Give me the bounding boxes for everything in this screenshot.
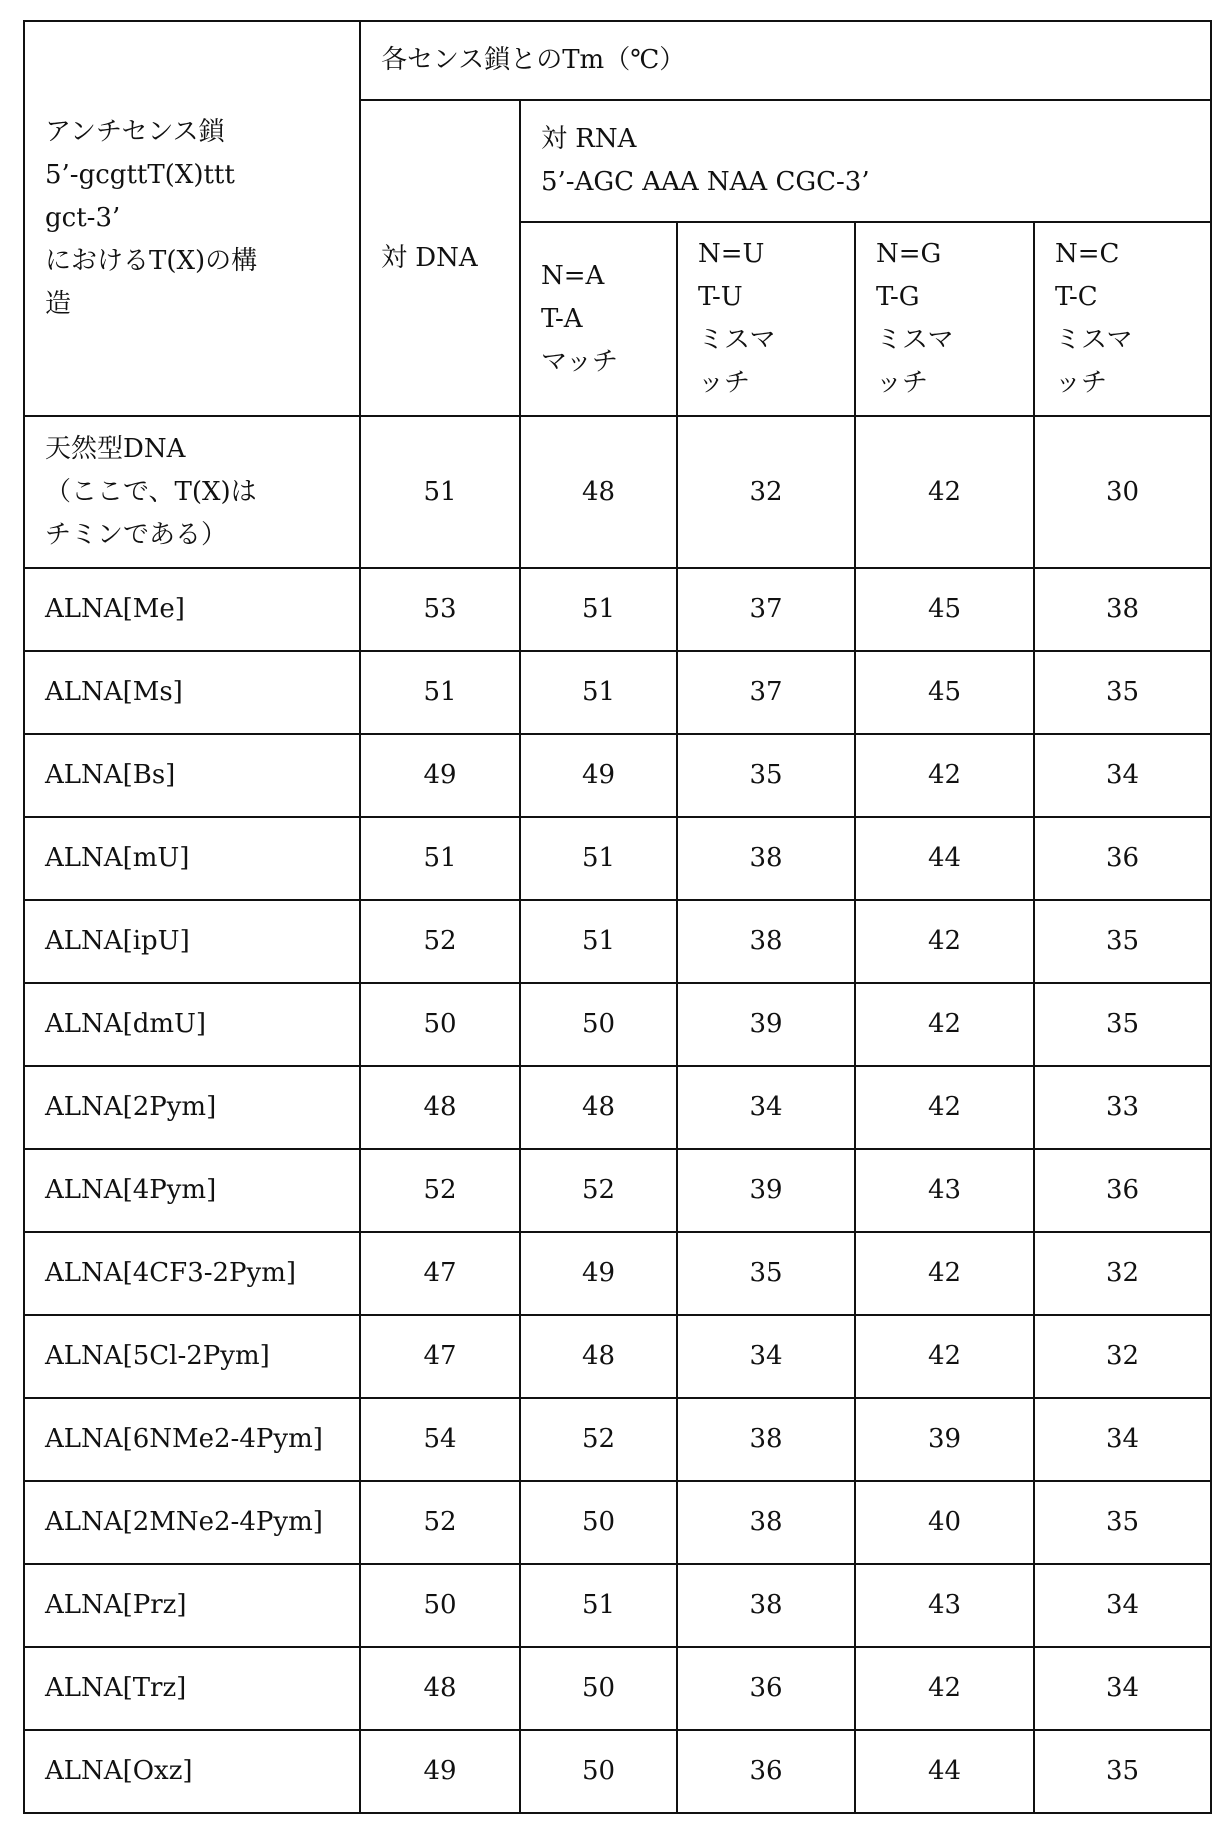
tm-value: 36	[677, 1730, 855, 1813]
row-label: ALNA[Ms]	[24, 651, 360, 734]
tm-value: 48	[360, 1066, 520, 1149]
tm-value: 39	[677, 1149, 855, 1232]
tm-value: 39	[677, 983, 855, 1066]
tm-value: 51	[360, 817, 520, 900]
table-row	[24, 651, 1211, 734]
row-label: ALNA[mU]	[24, 817, 360, 900]
tm-value: 42	[855, 416, 1034, 568]
row-label: ALNA[Oxz]	[24, 1730, 360, 1813]
tm-value: 45	[855, 568, 1034, 651]
tm-value: 50	[360, 1564, 520, 1647]
tm-value: 52	[360, 900, 520, 983]
row-label: ALNA[Me]	[24, 568, 360, 651]
tm-value: 50	[520, 983, 677, 1066]
row-label: ALNA[2MNe2-4Pym]	[24, 1481, 360, 1564]
tm-value: 36	[677, 1647, 855, 1730]
row-label: ALNA[2Pym]	[24, 1066, 360, 1149]
tm-value: 47	[360, 1232, 520, 1315]
table-row	[24, 1066, 1211, 1149]
structure-header: アンチセンス鎖 5’-gcgttT(X)ttt gct-3’ におけるT(X)の構 造	[24, 21, 360, 416]
tm-value: 42	[855, 734, 1034, 817]
tm-value: 51	[520, 817, 677, 900]
rna-header: 対 RNA 5’-AGC AAA NAA CGC-3’	[520, 100, 1211, 222]
tm-value: 42	[855, 1315, 1034, 1398]
tm-value: 37	[677, 568, 855, 651]
tm-value: 33	[1034, 1066, 1211, 1149]
tm-value: 36	[1034, 817, 1211, 900]
tm-value: 34	[677, 1066, 855, 1149]
tm-value: 32	[1034, 1315, 1211, 1398]
table-row	[24, 416, 1211, 568]
tm-value: 42	[855, 900, 1034, 983]
row-label: ALNA[5Cl-2Pym]	[24, 1315, 360, 1398]
tm-value: 35	[1034, 1481, 1211, 1564]
table-row	[24, 900, 1211, 983]
tm-value: 42	[855, 1066, 1034, 1149]
table-row	[24, 1564, 1211, 1647]
tm-value: 50	[520, 1647, 677, 1730]
tm-value: 42	[855, 1232, 1034, 1315]
tm-value: 38	[677, 817, 855, 900]
subheader-n-u: N=U T-U ミスマ ッチ	[677, 222, 855, 416]
tm-value: 34	[1034, 734, 1211, 817]
tm-value: 38	[677, 1398, 855, 1481]
tm-value: 49	[360, 1730, 520, 1813]
tm-value: 34	[1034, 1564, 1211, 1647]
tm-value: 51	[520, 1564, 677, 1647]
subheader-n-c: N=C T-C ミスマ ッチ	[1034, 222, 1211, 416]
tm-value: 48	[360, 1647, 520, 1730]
table-row	[24, 1149, 1211, 1232]
tm-value: 51	[360, 651, 520, 734]
tm-value: 49	[520, 734, 677, 817]
row-label: ALNA[Trz]	[24, 1647, 360, 1730]
tm-value: 43	[855, 1149, 1034, 1232]
tm-value: 35	[677, 734, 855, 817]
table-row	[24, 1647, 1211, 1730]
tm-value: 37	[677, 651, 855, 734]
subheader-n-g: N=G T-G ミスマ ッチ	[855, 222, 1034, 416]
tm-value: 38	[1034, 568, 1211, 651]
row-label: ALNA[Bs]	[24, 734, 360, 817]
tm-value: 40	[855, 1481, 1034, 1564]
tm-value: 38	[677, 900, 855, 983]
tm-value: 51	[520, 651, 677, 734]
table-row	[24, 1730, 1211, 1813]
tm-value: 51	[520, 568, 677, 651]
tm-value: 52	[520, 1398, 677, 1481]
tm-value: 50	[360, 983, 520, 1066]
tm-value: 49	[360, 734, 520, 817]
table-row	[24, 1398, 1211, 1481]
tm-value: 32	[1034, 1232, 1211, 1315]
tm-value: 42	[855, 1647, 1034, 1730]
tm-value: 39	[855, 1398, 1034, 1481]
tm-value: 52	[360, 1481, 520, 1564]
row-label: ALNA[6NMe2-4Pym]	[24, 1398, 360, 1481]
tm-value: 35	[677, 1232, 855, 1315]
tm-value: 54	[360, 1398, 520, 1481]
table-row	[24, 817, 1211, 900]
tm-value: 51	[520, 900, 677, 983]
table-row	[24, 734, 1211, 817]
tm-value: 38	[677, 1564, 855, 1647]
tm-value: 47	[360, 1315, 520, 1398]
dna-header: 対 DNA	[360, 100, 520, 416]
tm-value: 50	[520, 1481, 677, 1564]
row-label: 天然型DNA （ここで、T(X)は チミンである）	[24, 416, 360, 568]
tm-value: 53	[360, 568, 520, 651]
table-row	[24, 983, 1211, 1066]
tm-header: 各センス鎖とのTm（℃）	[360, 21, 1211, 100]
tm-value: 34	[1034, 1398, 1211, 1481]
subheader-n-a: N=A T-A マッチ	[520, 222, 677, 416]
tm-table	[23, 20, 1212, 1814]
tm-value: 34	[1034, 1647, 1211, 1730]
tm-value: 44	[855, 817, 1034, 900]
tm-value: 52	[360, 1149, 520, 1232]
tm-value: 34	[677, 1315, 855, 1398]
table-row	[24, 1232, 1211, 1315]
row-label: ALNA[dmU]	[24, 983, 360, 1066]
tm-value: 49	[520, 1232, 677, 1315]
tm-value: 48	[520, 416, 677, 568]
table-row	[24, 1481, 1211, 1564]
tm-value: 32	[677, 416, 855, 568]
tm-value: 30	[1034, 416, 1211, 568]
tm-value: 45	[855, 651, 1034, 734]
row-label: ALNA[4Pym]	[24, 1149, 360, 1232]
table-row	[24, 1315, 1211, 1398]
tm-value: 35	[1034, 651, 1211, 734]
tm-value: 44	[855, 1730, 1034, 1813]
tm-value: 35	[1034, 983, 1211, 1066]
row-label: ALNA[Prz]	[24, 1564, 360, 1647]
tm-value: 35	[1034, 900, 1211, 983]
tm-value: 42	[855, 983, 1034, 1066]
tm-value: 50	[520, 1730, 677, 1813]
row-label: ALNA[4CF3-2Pym]	[24, 1232, 360, 1315]
tm-value: 48	[520, 1315, 677, 1398]
tm-value: 38	[677, 1481, 855, 1564]
tm-value: 51	[360, 416, 520, 568]
tm-value: 48	[520, 1066, 677, 1149]
tm-value: 36	[1034, 1149, 1211, 1232]
tm-value: 35	[1034, 1730, 1211, 1813]
table-row	[24, 568, 1211, 651]
row-label: ALNA[ipU]	[24, 900, 360, 983]
tm-value: 52	[520, 1149, 677, 1232]
tm-value: 43	[855, 1564, 1034, 1647]
